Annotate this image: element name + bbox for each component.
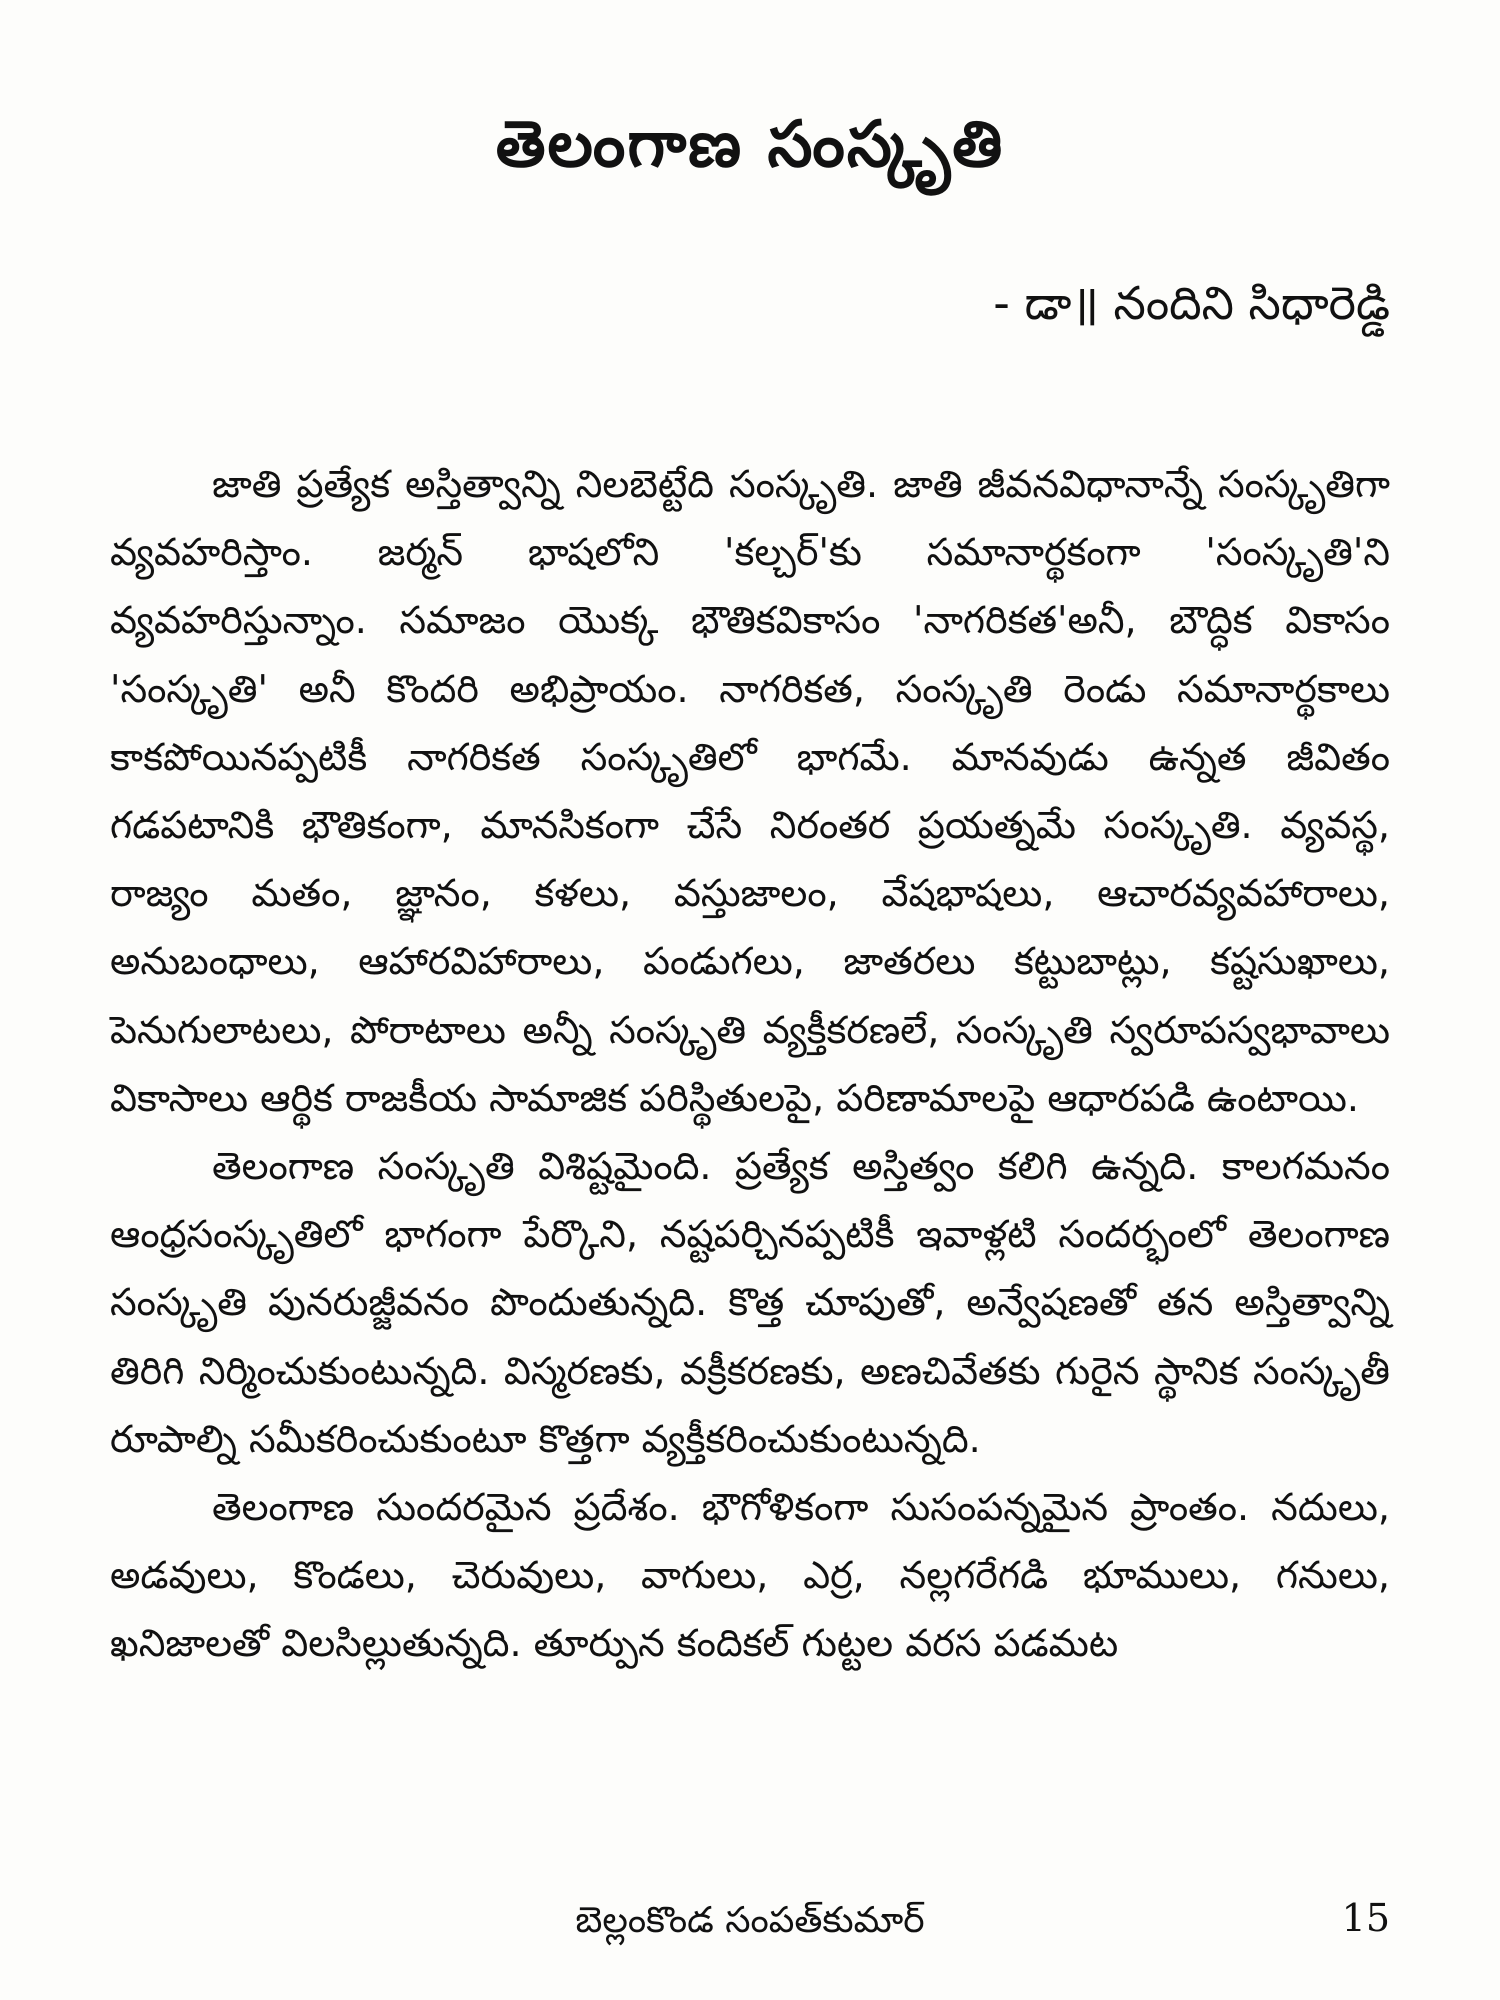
page-title: తెలంగాణ సంస్కృతి xyxy=(495,108,1005,182)
page-number: 15 xyxy=(1341,1896,1390,1940)
footer-book-title: బెల్లంకొండ సంపత్‌కుమార్ xyxy=(575,1900,925,1941)
article-body xyxy=(110,450,1390,1678)
author-byline: - డా॥ నందిని సిధారెడ్డి xyxy=(993,276,1390,330)
paragraph-3: తెలంగాణ సుందరమైన ప్రదేశం. భౌగోళికంగా సుసంపన్నమైన ప్రాంతం. నదులు, అడవులు, కొండలు, చెరువులు, వాగులు, ఎర్ర, నల్లగరేగడి భూములు, గనులు, ఖనిజాలతో విలసిల్లుతున్నది. తూర్పున కందికల్ గుట్టల వరస పడమట xyxy=(110,1485,1390,1666)
paragraph-1: జాతి ప్రత్యేక అస్తిత్వాన్ని నిలబెట్టేది సంస్కృతి. జాతి జీవనవిధానాన్నే సంస్కృతిగా వ్యవహరిస్తాం. జర్మన్ భాషలోని 'కల్చర్'కు సమానార్థకంగా 'సంస్కృతి'ని వ్యవహరిస్తున్నాం. సమాజం యొక్క భౌతికవికాసం 'నాగరికత'అనీ, బౌద్ధిక వికాసం 'సంస్కృతి' అనీ కొందరి అభిప్రాయం. నాగరికత, సంస్కృతి రెండు సమానార్థకాలు కాకపోయినప్పటికీ నాగరికత సంస్కృతిలో భాగమే. మానవుడు ఉన్నత జీవితం గడపటానికి భౌతికంగా, మానసికంగా చేసే నిరంతర ప్రయత్నమే సంస్కృతి. వ్యవస్థ, రాజ్యం మతం, జ్ఞానం, కళలు, వస్తుజాలం, వేషభాషలు, ఆచారవ్యవహారాలు, అనుబంధాలు, ఆహారవిహారాలు, పండుగలు, జాతరలు కట్టుబాట్లు, కష్టసుఖాలు, పెనుగులాటలు, పోరాటాలు అన్నీ సంస్కృతి వ్యక్తీకరణలే, సంస్కృతి స్వరూపస్వభావాలు వికాసాలు ఆర్థిక రాజకీయ సామాజిక పరిస్థితులపై, పరిణామాలపై ఆధారపడి ఉంటాయి. xyxy=(110,462,1390,1120)
paragraph-2: తెలంగాణ సంస్కృతి విశిష్టమైంది. ప్రత్యేక అస్తిత్వం కలిగి ఉన్నది. కాలగమనం ఆంధ్రసంస్కృతిలో భాగంగా పేర్కొని, నష్టపర్చినప్పటికీ ఇవాళ్లటి సందర్భంలో తెలంగాణ సంస్కృతి పునరుజ్జీవనం పొందుతున్నది. కొత్త చూపుతో, అన్వేషణతో తన అస్తిత్వాన్ని తిరిగి నిర్మించుకుంటున్నది. విస్మరణకు, వక్రీకరణకు, అణచివేతకు గురైన స్థానిక సంస్కృతీ రూపాల్ని సమీకరించుకుంటూ కొత్తగా వ్యక్తీకరించుకుంటున్నది. xyxy=(110,1144,1390,1461)
